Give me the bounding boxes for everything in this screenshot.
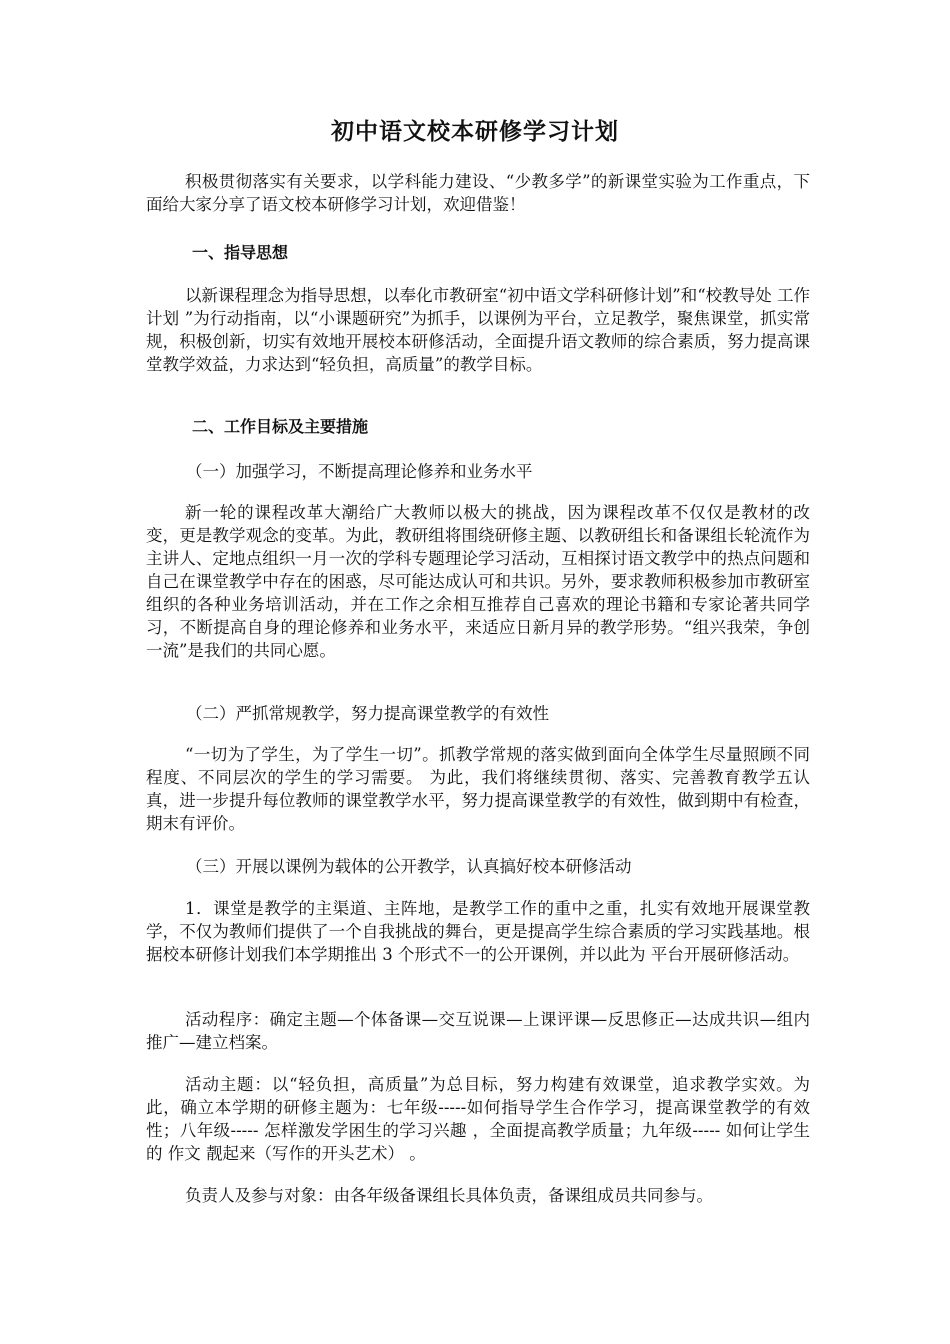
section-heading-guiding-thought: 一、指导思想	[192, 243, 289, 262]
subsection2-paragraph: “一切为了学生，为了学生一切”。抓教学常规的落实做到面向全体学生尽量照顾不同程度、不同层次的学生的学习需要。 为此，我们将继续贯彻、落实、完善教育教学五认真，进一步提升每位教师的课堂教学水平，努力提高课堂教学的有效性，做到期中有检查，期末有评价。	[146, 745, 810, 833]
subsection3-responsible-persons: 负责人及参与对象：由各年级备课组长具体负责，备课组成员共同参与。	[185, 1186, 713, 1205]
section1-paragraph: 以新课程理念为指导思想，以奉化市教研室“初中语文学科研修计划”和“校教导处 工作计划 ”为行动指南，以“小课题研究”为抓手，以课例为平台，立足教学，聚焦课堂，抓实常规，积极创新，切实有效地开展校本研修活动，全面提升语文教师的综合素质，努力提高课堂教学效益，力求达到“轻负担，高质量”的教学目标。	[146, 286, 810, 374]
subsection3-activity-procedure: 活动程序：确定主题—个体备课—交互说课—上课评课—反思修正—达成共识—组内推广—建立档案。	[146, 1010, 810, 1052]
intro-paragraph: 积极贯彻落实有关要求，以学科能力建设、“少教多学”的新课堂实验为工作重点，下面给大家分享了语文校本研修学习计划，欢迎借鉴！	[146, 172, 810, 214]
subsection-heading-3: （三）开展以课例为载体的公开教学，认真搞好校本研修活动	[186, 857, 632, 876]
subsection3-activity-theme: 活动主题：以“轻负担，高质量”为总目标，努力构建有效课堂，追求教学实效。为此，确立本学期的研修主题为：七年级-----如何指导学生合作学习，提高课堂教学的有效性；八年级----- 怎样激发学困生的学习兴趣 ，全面提高教学质量；九年级----- 如何让学生的 作文 靓起来（写作的开头艺术） 。	[146, 1075, 810, 1163]
subsection-heading-2: （二）严抓常规教学，努力提高课堂教学的有效性	[186, 704, 549, 723]
subsection-heading-1: （一）加强学习，不断提高理论修养和业务水平	[186, 462, 533, 481]
section-heading-goals-measures: 二、工作目标及主要措施	[192, 417, 369, 436]
subsection3-paragraph-1: 1．课堂是教学的主渠道、主阵地，是教学工作的重中之重，扎实有效地开展课堂教学，不仅为教师们提供了一个自我挑战的舞台，更是提高学生综合素质的学习实践基地。根据校本研修计划我们本学期推出 3 个形式不一的公开课例，并以此为 平台开展研修活动。	[146, 899, 810, 964]
subsection1-paragraph: 新一轮的课程改革大潮给广大教师以极大的挑战，因为课程改革不仅仅是教材的改变，更是教学观念的变革。为此，教研组将围绕研修主题、以教研组长和备课组长轮流作为主讲人、定地点组织一月一次的学科专题理论学习活动，互相探讨语文教学中的热点问题和自己在课堂教学中存在的困惑，尽可能达成认可和共识。另外，要求教师积极参加市教研室组织的各种业务培训活动，并在工作之余相互推荐自己喜欢的理论书籍和专家论著共同学习，不断提高自身的理论修养和业务水平，来适应日新月异的教学形势。“组兴我荣，争创一流”是我们的共同心愿。	[146, 503, 810, 660]
document-title: 初中语文校本研修学习计划	[331, 119, 619, 145]
